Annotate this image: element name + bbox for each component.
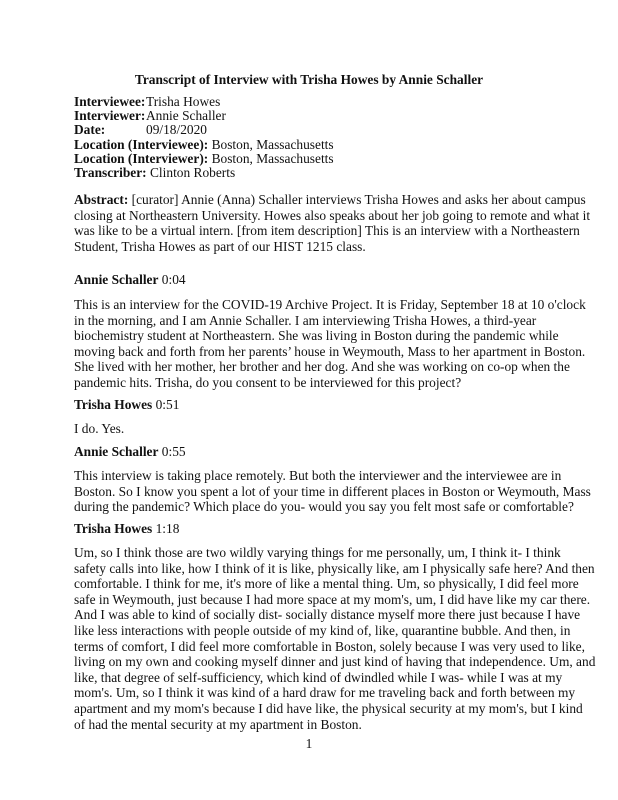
paragraph-line: This interview is taking place remotely. But both the interviewer and the interviewee are in (74, 468, 562, 483)
abstract-line: was like to be a virtual intern. [from item description] This is an interview with a Northeastern (74, 223, 580, 238)
paragraph-line: safety calls into like, how I think of it is like, physically like, am I physically safe here? And then (74, 560, 595, 576)
abstract-line: Abstract: [curator] Annie (Anna) Schaller interviews Trisha Howes and asks her about campus (74, 192, 586, 207)
speaker-heading (74, 272, 186, 288)
transcript-paragraph (74, 297, 594, 391)
metadata-value: Trisha Howes (146, 94, 221, 109)
metadata-label: Transcriber: (74, 165, 147, 181)
paragraph-line: moving back and forth from her parents’ house in Weymouth, Mass to her apartment in Boston. (74, 343, 586, 359)
page-number: 1 (305, 736, 313, 751)
timestamp: 0:55 (158, 444, 186, 459)
metadata-label: Location (Interviewee): (74, 136, 209, 152)
metadata-value: Boston, Massachusetts (211, 136, 334, 152)
paragraph-line: mom's. Um, so I think it was kind of a hard draw for me traveling back and forth between my (74, 685, 576, 701)
metadata-block (74, 95, 334, 180)
speaker-heading (74, 397, 179, 413)
abstract-line: closing at Northeastern University. Howes also speaks about her job going to remote and what it (74, 207, 591, 223)
paragraph-line: during the pandemic? Which place do you- would you say you felt most safe or comfortable? (74, 499, 574, 515)
abstract-line: Student, Trisha Howes as part of our HIST 1215 class. (74, 238, 366, 254)
metadata-location-interviewee (74, 138, 334, 152)
speaker-heading (74, 444, 186, 460)
metadata-label: Interviewer: (74, 108, 146, 124)
paragraph-line: terms of comfort, I did feel more comfortable in Boston, solely because I was very used to like, (74, 638, 585, 654)
speaker-name: Annie Schaller (74, 272, 159, 287)
metadata-interviewee (74, 95, 334, 109)
paragraph-line: of had the mental security at my apartment in Boston. (74, 716, 362, 732)
abstract-label: Abstract: (74, 192, 129, 207)
metadata-value: Annie Schaller (146, 108, 226, 124)
paragraph-line: safe in Weymouth, just because I had more space at my mom's, um, I did have like my car there. (74, 591, 591, 607)
metadata-value: Boston, Massachusetts (211, 150, 334, 166)
paragraph-line: like less interactions with people outside of my kind of, like, quarantine bubble. And then, in (74, 622, 571, 638)
speaker-name: Trisha Howes (74, 397, 153, 412)
metadata-location-interviewer (74, 152, 334, 166)
timestamp: 1:18 (152, 521, 180, 536)
transcript-paragraph (74, 545, 594, 732)
paragraph-line: pandemic hits. Trisha, do you consent to be interviewed for this project? (74, 374, 462, 390)
metadata-value: 09/18/2020 (146, 122, 208, 138)
paragraph-line: biochemistry student at Northeastern. She was living in Boston during the pandemic while (74, 328, 559, 344)
metadata-interviewer (74, 109, 334, 123)
metadata-transcriber (74, 166, 334, 180)
paragraph-line: apartment and my mom's because I did have like, the physical security at my mom's, but I kind (74, 700, 583, 716)
speaker-heading (74, 521, 179, 537)
paragraph-line: comfortable. I think for me, it's more of like a mental thing. Um, so physically, I did feel more (74, 576, 579, 592)
paragraph-line: I do. Yes. (74, 421, 125, 436)
metadata-date (74, 123, 334, 137)
paragraph-line: This is an interview for the COVID-19 Archive Project. It is Friday, September 18 at 10 o'clock (74, 297, 586, 312)
document-title: Transcript of Interview with Trisha Howes by Annie Schaller (134, 72, 484, 87)
paragraph-line: like, that degree of self-sufficiency, which kind of dwindled while I was- while I was at my (74, 669, 563, 685)
abstract (74, 192, 594, 254)
paragraph-line: Um, so I think those are two wildly varying things for me personally, um, I think it- I think (74, 545, 561, 560)
transcript-paragraph (74, 468, 594, 515)
transcript-paragraph (74, 421, 594, 437)
paragraph-line: living on my own and cooking myself dinner and just kind of having that independence. Um, and (74, 654, 596, 670)
paragraph-line: She lived with her mother, her brother and her dog. And she was working on co-op when the (74, 359, 570, 375)
metadata-value: Clinton Roberts (150, 165, 236, 181)
metadata-label: Location (Interviewer): (74, 150, 209, 166)
timestamp: 0:04 (158, 272, 186, 287)
speaker-name: Trisha Howes (74, 521, 153, 536)
metadata-label: Interviewee: (74, 94, 146, 109)
speaker-name: Annie Schaller (74, 444, 159, 459)
metadata-label: Date: (74, 122, 106, 138)
timestamp: 0:51 (152, 397, 180, 412)
paragraph-line: Boston. So I know you spent a lot of your time in different places in Boston or Weymouth, Mass (74, 483, 591, 499)
paragraph-line: in the morning, and I am Annie Schaller. I am interviewing Trisha Howes, a third-year (74, 312, 537, 328)
paragraph-line: And I was able to kind of socially dist- socially distance myself more there just because I have (74, 607, 581, 623)
